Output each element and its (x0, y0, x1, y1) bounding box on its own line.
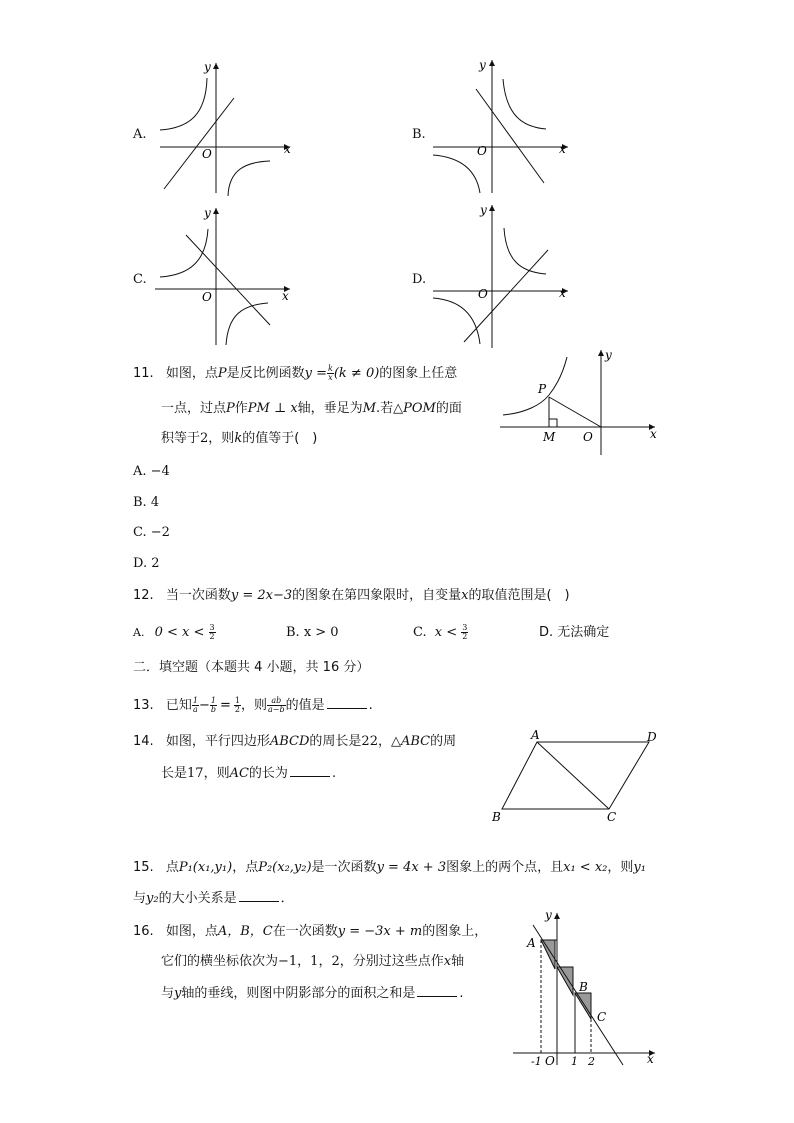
x-axis-label: x (282, 289, 289, 303)
q11-figure (495, 345, 665, 460)
answer-blank[interactable] (327, 696, 367, 709)
origin-label: O (478, 287, 488, 301)
vertex-c-label: C (607, 810, 617, 824)
y-axis-label: y (479, 58, 486, 72)
section-title: 二．填空题（本题共 4 小题，共 16 分） (133, 660, 370, 675)
x-axis-label: x (559, 286, 566, 300)
x-axis-label: x (284, 142, 291, 156)
question-number: 11. (133, 366, 154, 381)
q11-line1: 11. 如图，点P是反比例函数y = $\frac{k}{x}$ (k ≠ 0)的图象上任意 (133, 364, 458, 382)
origin-label: O (202, 147, 212, 161)
option-a-graph (150, 58, 300, 198)
q16-line1: 16. 如图，点A，B，C在一次函数y = −3x + m的图象上， (133, 924, 488, 939)
vertex-d-label: D (647, 730, 657, 744)
origin-label: O (583, 430, 593, 444)
q12-option-a[interactable]: A. 0 < x < $\frac{3}{2}$ (133, 623, 215, 641)
answer-blank[interactable] (290, 764, 330, 777)
tick-2-label: 2 (588, 1055, 595, 1068)
q16-line2: 它们的横坐标依次为−1，1，2，分别过这些点作x轴 (161, 954, 465, 969)
point-m-label: M (543, 430, 556, 444)
option-b-graph (428, 55, 578, 195)
q16-line3: 与y轴的垂线，则图中阴影部分的面积之和是 . (161, 986, 464, 1001)
x-axis-label: x (559, 142, 566, 156)
q11-option-b[interactable]: B. 4 (133, 495, 160, 510)
q14-line1: 14. 如图，平行四边形ABCD的周长是22，△ABC的周 (133, 734, 457, 749)
q11-option-d[interactable]: D. 2 (133, 556, 160, 571)
y-axis-label: y (545, 908, 552, 922)
q11-line2: 一点，过点P作PM ⊥ x轴，垂足为M.若△POM的面 (161, 401, 462, 416)
origin-label: O (477, 144, 487, 158)
q11-option-c[interactable]: C. −2 (133, 525, 170, 540)
option-d-label: D. (412, 272, 427, 287)
answer-blank[interactable] (239, 889, 279, 902)
point-a-label: A (527, 936, 536, 950)
option-c-graph (150, 203, 300, 348)
q12-option-b[interactable]: B. x > 0 (286, 625, 339, 640)
y-axis-label: y (480, 203, 487, 217)
q12-option-c[interactable]: C. x < $\frac{3}{2}$ (413, 623, 468, 641)
q16-figure (505, 905, 665, 1070)
q15-line1: 15. 点P₁(x₁,y₁)，点P₂(x₂,y₂)是一次函数y = 4x + 3图象上的两个点，且x₁ < x₂，则y₁ (133, 860, 646, 875)
q14-line2: 长是17，则AC的长为 . (161, 766, 337, 781)
q12-option-d[interactable]: D. 无法确定 (539, 625, 610, 640)
vertex-a-label: A (531, 728, 540, 742)
tick-1-label: 1 (571, 1055, 578, 1068)
option-b-label: B. (412, 127, 426, 142)
q11-line3: 积等于2，则k的值等于( ) (161, 431, 318, 446)
point-b-label: B (579, 980, 588, 994)
x-axis-label: x (650, 427, 657, 441)
point-p-label: P (538, 382, 547, 396)
origin-label: O (202, 290, 212, 304)
answer-blank[interactable] (417, 984, 457, 997)
q11-option-a[interactable]: A. −4 (133, 464, 170, 479)
question-number: 13. (133, 698, 154, 713)
question-number: 12. (133, 588, 154, 603)
question-number: 16. (133, 924, 154, 939)
x-axis-label: x (647, 1052, 654, 1066)
tick-neg1-label: -1 (531, 1055, 542, 1068)
y-axis-label: y (204, 60, 211, 74)
origin-label: O (545, 1054, 555, 1068)
option-c-label: C. (133, 272, 147, 287)
q12-stem: 12. 当一次函数y = 2x−3的图象在第四象限时，自变量x的取值范围是( ) (133, 588, 570, 603)
q15-line2: 与y₂的大小关系是 ． (133, 891, 294, 906)
question-number: 14. (133, 734, 154, 749)
question-number: 15. (133, 860, 154, 875)
point-c-label: C (597, 1010, 607, 1024)
vertex-b-label: B (492, 810, 501, 824)
y-axis-label: y (204, 206, 211, 220)
q13-stem: 13. 已知 $\frac{1}{a}$ − $\frac{1}{b}$ = $\frac{1}{2}$ ，则 $\frac{ab}{a-b}$ 的值是 . (133, 696, 373, 714)
option-d-graph (428, 200, 578, 350)
y-axis-label: y (605, 348, 612, 362)
q14-parallelogram-figure (485, 725, 665, 825)
option-a-label: A. (133, 127, 147, 142)
